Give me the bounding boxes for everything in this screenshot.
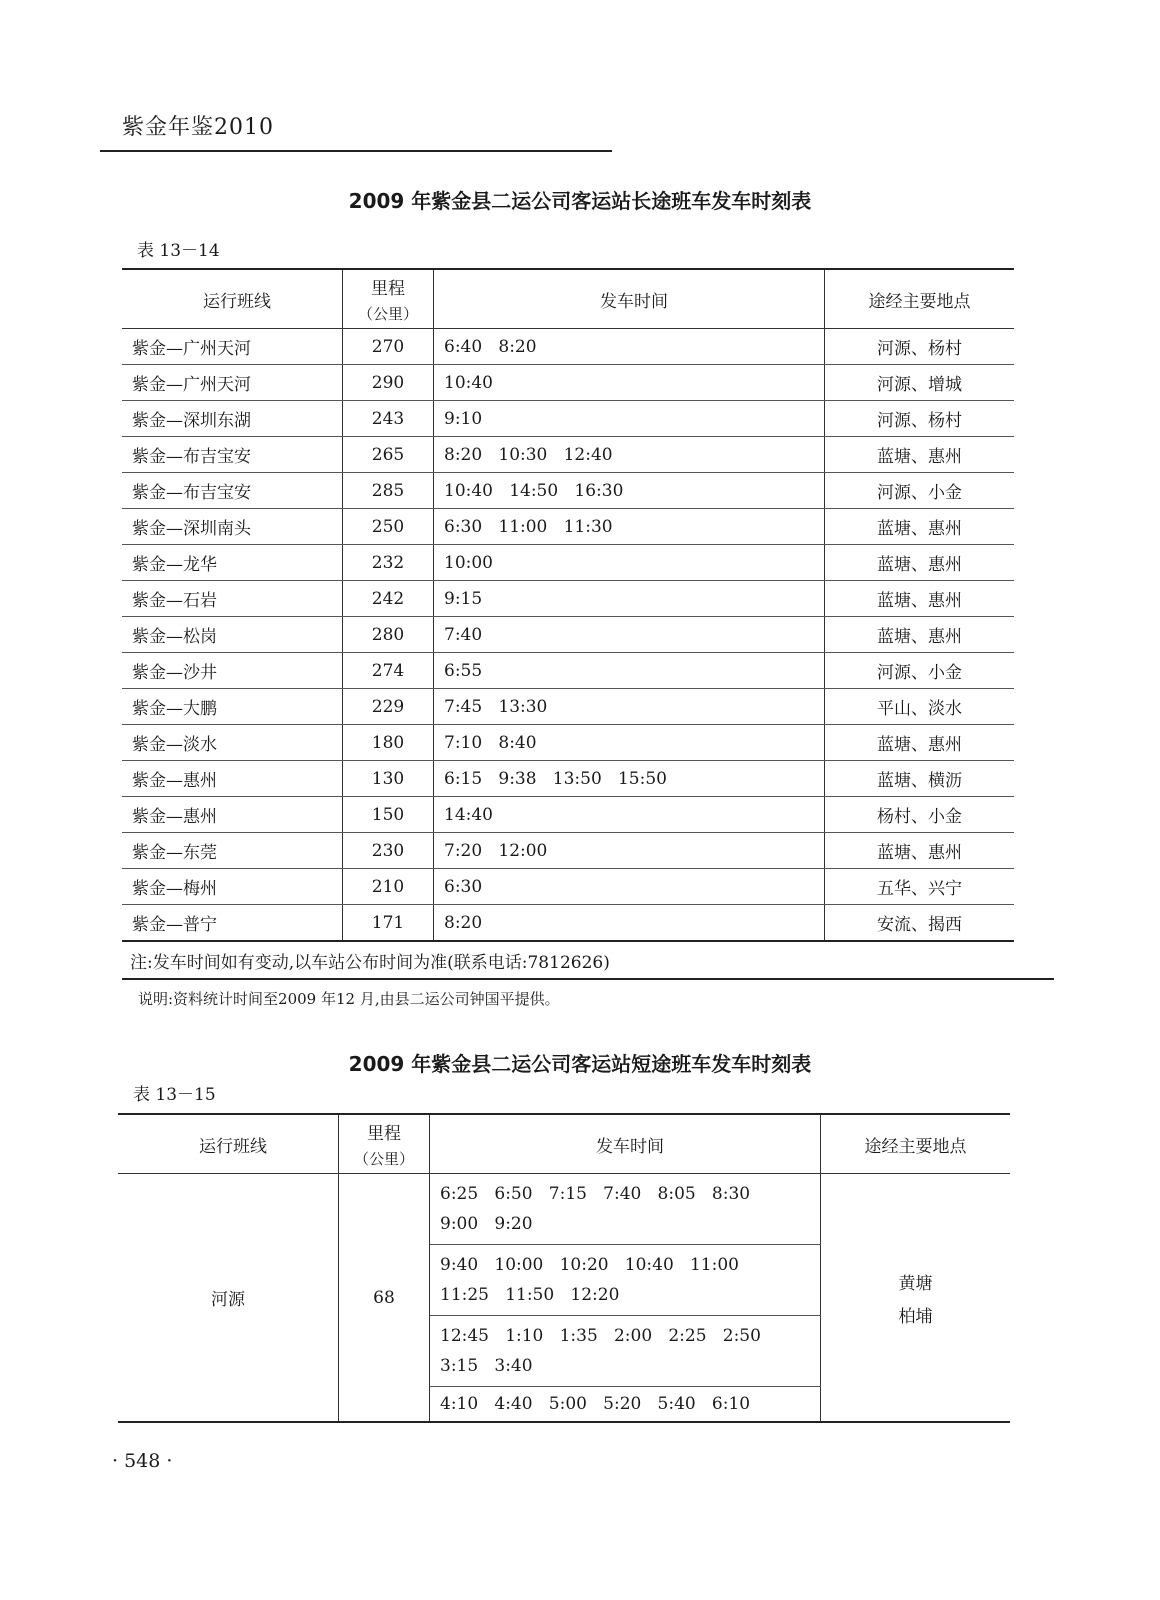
- header-km: [343, 269, 434, 329]
- table-row: [122, 725, 1014, 761]
- via-cell: 平山、淡水: [825, 689, 1015, 725]
- header-km-unit: （公里）: [353, 1150, 414, 1168]
- km-cell: 285: [343, 473, 434, 509]
- km-cell: 229: [343, 689, 434, 725]
- table-row: [122, 905, 1014, 942]
- table-row: [122, 401, 1014, 437]
- via-line: 柏埔: [898, 1306, 933, 1327]
- header-rule: [100, 150, 612, 152]
- time-cell: 6:55: [434, 653, 825, 689]
- time-cell: 9:10: [434, 401, 825, 437]
- page-number: · 548 ·: [112, 1450, 173, 1472]
- route-cell: 紫金—广州天河: [122, 365, 343, 401]
- via-cell: 河源、小金: [825, 653, 1015, 689]
- time-cell: 9:15: [434, 581, 825, 617]
- header-km: [339, 1114, 430, 1174]
- note-rule: [122, 978, 1054, 980]
- time-cell: 8:20 10:30 12:40: [434, 437, 825, 473]
- route-cell: 紫金—淡水: [122, 725, 343, 761]
- table-row: [122, 833, 1014, 869]
- table-row: [122, 581, 1014, 617]
- header-route: 运行班线: [122, 269, 343, 329]
- table1-note: 注:发车时间如有变动,以车站公布时间为准(联系电话:7812626): [130, 953, 610, 973]
- route-cell: 紫金—深圳东湖: [122, 401, 343, 437]
- table1-title: 2009 年紫金县二运公司客运站长途班车发车时刻表: [348, 189, 812, 213]
- header-km-label: 里程: [371, 279, 405, 299]
- km-cell: 180: [343, 725, 434, 761]
- km-cell: 130: [343, 761, 434, 797]
- running-head: 紫金年鉴2010: [122, 115, 274, 140]
- table-row: [122, 689, 1014, 725]
- via-cell: 蓝塘、横沥: [825, 761, 1015, 797]
- time-cell: 7:20 12:00: [434, 833, 825, 869]
- table-row: [122, 653, 1014, 689]
- time-cell: 6:30: [434, 869, 825, 905]
- via-cell: 河源、杨村: [825, 401, 1015, 437]
- km-cell: 243: [343, 401, 434, 437]
- km-cell: 210: [343, 869, 434, 905]
- via-cell: 蓝塘、惠州: [825, 833, 1015, 869]
- header-km-unit: （公里）: [357, 305, 418, 323]
- table1-explanation: 说明:资料统计时间至2009 年12 月,由县二运公司钟国平提供。: [138, 990, 560, 1008]
- table-row: [118, 1174, 1010, 1245]
- header-time: 发车时间: [434, 269, 825, 329]
- time-cell: 7:10 8:40: [434, 725, 825, 761]
- header-via: 途经主要地点: [825, 269, 1015, 329]
- via-cell: 河源、杨村: [825, 329, 1015, 365]
- km-cell: 171: [343, 905, 434, 942]
- time-slot: 6:25 6:50 7:15 7:40 8:05 8:30 9:00 9:20: [430, 1174, 821, 1245]
- km-cell: 250: [343, 509, 434, 545]
- table1-header-row: [122, 269, 1014, 329]
- table2-header-row: [118, 1114, 1010, 1174]
- km-cell: 150: [343, 797, 434, 833]
- via-cell: [821, 1174, 1011, 1423]
- short-distance-schedule-table: [118, 1113, 1010, 1423]
- route-cell: 紫金—普宁: [122, 905, 343, 942]
- table-row: [122, 329, 1014, 365]
- route-cell: 紫金—广州天河: [122, 329, 343, 365]
- km-cell: 280: [343, 617, 434, 653]
- time-cell: 6:40 8:20: [434, 329, 825, 365]
- table-row: [122, 473, 1014, 509]
- via-cell: 蓝塘、惠州: [825, 545, 1015, 581]
- via-cell: 蓝塘、惠州: [825, 509, 1015, 545]
- time-cell: 7:40: [434, 617, 825, 653]
- km-cell: 68: [339, 1174, 430, 1423]
- time-cell: 10:00: [434, 545, 825, 581]
- km-cell: 274: [343, 653, 434, 689]
- km-cell: 242: [343, 581, 434, 617]
- route-cell: 紫金—松岗: [122, 617, 343, 653]
- km-cell: 290: [343, 365, 434, 401]
- via-cell: 蓝塘、惠州: [825, 581, 1015, 617]
- time-cell: 10:40 14:50 16:30: [434, 473, 825, 509]
- via-cell: 蓝塘、惠州: [825, 437, 1015, 473]
- km-cell: 232: [343, 545, 434, 581]
- time-cell: 7:45 13:30: [434, 689, 825, 725]
- header-km-label: 里程: [367, 1124, 401, 1144]
- table-row: [122, 869, 1014, 905]
- route-cell: 紫金—石岩: [122, 581, 343, 617]
- long-distance-schedule-table: [122, 268, 1014, 942]
- header-via: 途经主要地点: [821, 1114, 1011, 1174]
- route-cell: 紫金—沙井: [122, 653, 343, 689]
- table2-number: 表 13－15: [133, 1085, 216, 1105]
- table2-title: 2009 年紫金县二运公司客运站短途班车发车时刻表: [348, 1052, 812, 1076]
- km-cell: 270: [343, 329, 434, 365]
- time-cell: 6:30 11:00 11:30: [434, 509, 825, 545]
- time-cell: 6:15 9:38 13:50 15:50: [434, 761, 825, 797]
- table-row: [122, 437, 1014, 473]
- time-slot: 9:40 10:00 10:20 10:40 11:00 11:25 11:50 12:20: [430, 1245, 821, 1316]
- via-line: 黄塘: [898, 1273, 933, 1294]
- table-row: [122, 617, 1014, 653]
- time-cell: 14:40: [434, 797, 825, 833]
- route-cell: 紫金—布吉宝安: [122, 437, 343, 473]
- table-row: [122, 797, 1014, 833]
- route-cell: 紫金—东莞: [122, 833, 343, 869]
- table-row: [122, 761, 1014, 797]
- route-cell: 紫金—梅州: [122, 869, 343, 905]
- via-cell: 河源、小金: [825, 473, 1015, 509]
- route-cell: 紫金—惠州: [122, 761, 343, 797]
- table-row: [122, 509, 1014, 545]
- via-cell: 五华、兴宁: [825, 869, 1015, 905]
- via-cell: 蓝塘、惠州: [825, 617, 1015, 653]
- time-cell: 10:40: [434, 365, 825, 401]
- header-route: 运行班线: [118, 1114, 339, 1174]
- route-cell: 紫金—龙华: [122, 545, 343, 581]
- time-slot: 4:10 4:40 5:00 5:20 5:40 6:10: [430, 1387, 821, 1423]
- route-cell: 紫金—布吉宝安: [122, 473, 343, 509]
- via-cell: 河源、增城: [825, 365, 1015, 401]
- km-cell: 230: [343, 833, 434, 869]
- table-row: [122, 365, 1014, 401]
- time-slot: 12:45 1:10 1:35 2:00 2:25 2:50 3:15 3:40: [430, 1316, 821, 1387]
- via-cell: 杨村、小金: [825, 797, 1015, 833]
- route-cell: 紫金—大鹏: [122, 689, 343, 725]
- via-cell: 安流、揭西: [877, 915, 962, 935]
- route-cell: 紫金—惠州: [122, 797, 343, 833]
- header-time: 发车时间: [430, 1114, 821, 1174]
- km-cell: 265: [343, 437, 434, 473]
- time-cell: 8:20: [434, 905, 825, 942]
- route-cell: 河源: [118, 1174, 339, 1423]
- route-cell: 紫金—深圳南头: [122, 509, 343, 545]
- table1-number: 表 13－14: [137, 241, 220, 261]
- via-cell: 蓝塘、惠州: [825, 725, 1015, 761]
- table-row: [122, 545, 1014, 581]
